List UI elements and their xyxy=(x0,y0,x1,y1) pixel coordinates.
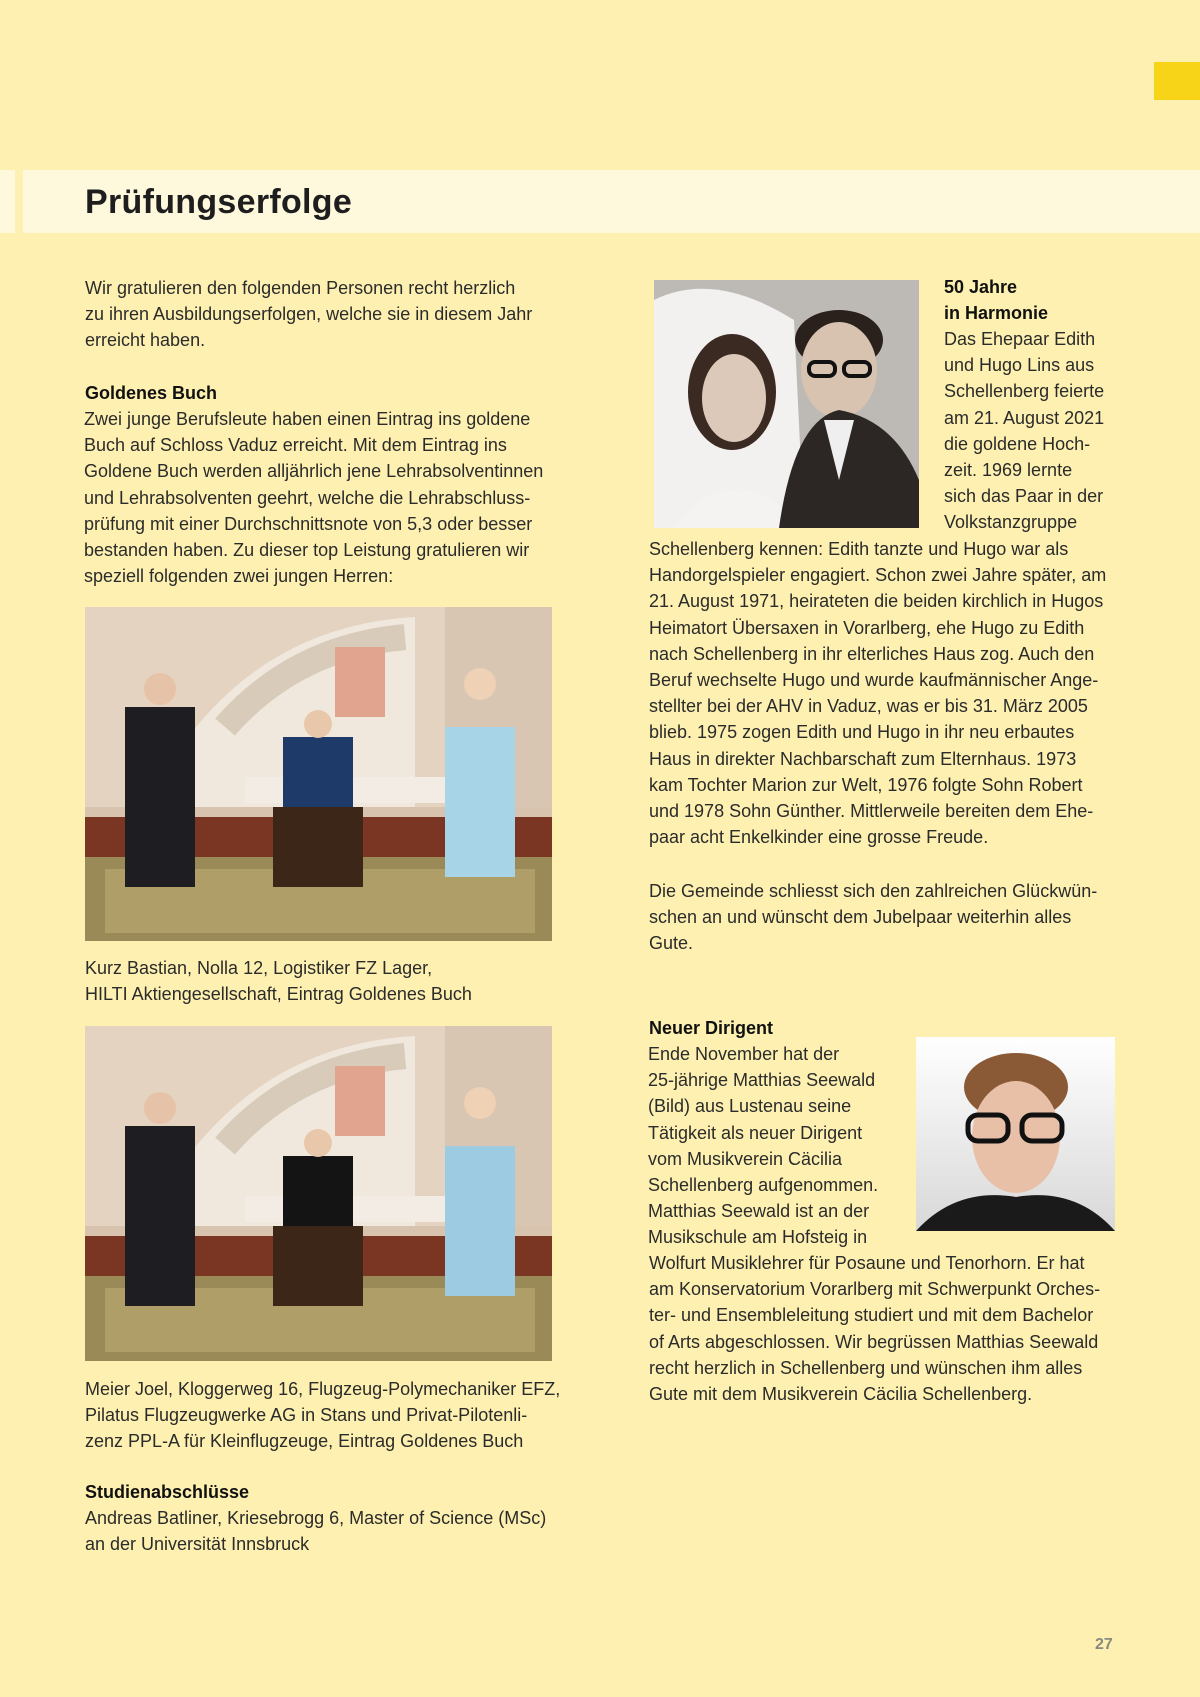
caption-photo-1: Kurz Bastian, Nolla 12, Logistiker FZ Lager, HILTI Aktiengesellschaft, Eintrag Goldenes Buch xyxy=(85,958,472,1005)
studien-text: Andreas Batliner, Kriesebrogg 6, Master of Science (MSc) an der Universität Innsbruck xyxy=(85,1508,547,1555)
harmonie-heading: 50 Jahre in Harmonie xyxy=(944,277,1049,324)
intro-text: Wir gratulieren den folgenden Personen recht herzlich zu ihren Ausbildungserfolgen, welche sie in diesem Jahr erreicht haben. xyxy=(85,278,533,351)
photo-goldenes-buch-2 xyxy=(85,1026,552,1361)
photo-goldenes-buch-1 xyxy=(85,607,552,941)
harmonie-closing: Die Gemeinde schliesst sich den zahlreichen Glückwün- schen an und wünscht dem Jubelpaar weiterhin alles Gute. xyxy=(649,881,1098,954)
caption-photo-2: Meier Joel, Kloggerweg 16, Flugzeug-Polymechaniker EFZ, Pilatus Flugzeugwerke AG in Stans und Privat-Pilotenli- zenz PPL-A für Kleinflugzeuge, Eintrag Goldenes Buch xyxy=(85,1379,561,1452)
photo-wedding-couple xyxy=(654,280,919,528)
page-tab-marker xyxy=(1154,62,1200,100)
dirigent-text: Wolfurt Musiklehrer für Posaune und Tenorhorn. Er hat am Konservatorium Vorarlberg mit Schwerpunkt Orches- ter- und Ensembleleitung studiert und mit dem Bachelor of Arts abgeschlossen. Wir begrüssen Matthias Seewald recht herzlich in Schellenberg und wünschen ihm alles Gute mit dem Musikverein Cäcilia Schellenberg. xyxy=(649,1253,1101,1405)
harmonie-side-text: Das Ehepaar Edith und Hugo Lins aus Schellenberg feierte am 21. August 2021 die goldene Hoch- zeit. 1969 lernte sich das Paar in der Volkstanzgruppe xyxy=(944,329,1105,533)
harmonie-text: Schellenberg kennen: Edith tanzte und Hugo war als Handorgelspieler engagiert. Schon zwei Jahre später, am 21. August 1971, heirateten die beiden kirchlich in Hugos Heimatort Übersaxen in Vorarlberg, ehe Hugo zu Edith nach Schellenberg in ihr elterliches Haus zog. Auch den Beruf wechselte Hugo und wurde kaufmännischer Ange- stellter bei der AHV in Vaduz, was er bis 31. März 2005 blieb. 1975 zogen Edith und Hugo in ihr neu erbautes Haus in direkter Nachbarschaft zum Elternhaus. 1973 kam Tochter Marion zur Welt, 1976 folgte Sohn Robert und 1978 Sohn Günther. Mittlerweile bereiten dem Ehe- paar acht Enkelkinder eine grosse Freude. xyxy=(649,539,1107,848)
page-title: Prüfungserfolge xyxy=(85,183,353,221)
goldenes-buch-heading: Goldenes Buch xyxy=(85,383,218,403)
dirigent-side-text: Ende November hat der 25-jährige Matthias Seewald (Bild) aus Lustenau seine Tätigkeit als neuer Dirigent vom Musikverein Cäcilia Schellenberg aufgenommen. Matthias Seewald ist an der Musikschule am Hofsteig in xyxy=(648,1044,879,1248)
page-number: 27 xyxy=(1095,1636,1113,1653)
photo-matthias-seewald xyxy=(916,1037,1115,1231)
dirigent-heading: Neuer Dirigent xyxy=(649,1018,774,1038)
goldenes-buch-text: Zwei junge Berufsleute haben einen Eintrag ins goldene Buch auf Schloss Vaduz erreicht. Mit dem Eintrag ins Goldene Buch werden alljährlich jene Lehrabsolventinnen und Lehrabsolventen geehrt, welche die Lehrabschluss- prüfung mit einer Durchschnittsnote von 5,3 oder besser bestanden haben. Zu dieser top Leistung gratulieren wir speziell folgenden zwei jungen Herren: xyxy=(84,409,544,587)
studien-heading: Studienabschlüsse xyxy=(85,1482,250,1502)
